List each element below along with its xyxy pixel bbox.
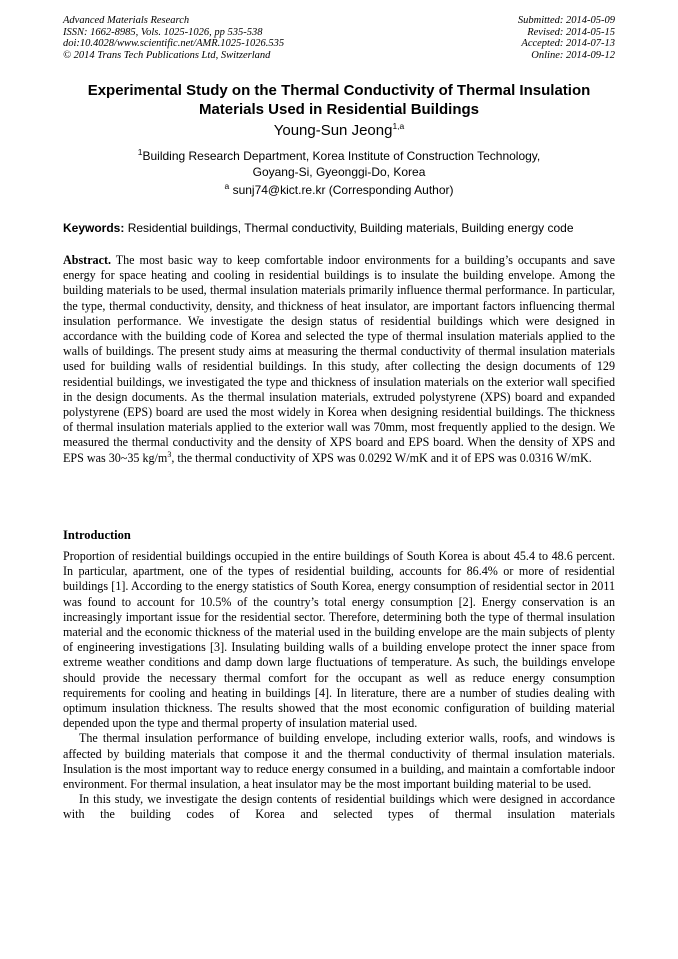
abstract-text-end: , the thermal conductivity of XPS was 0.0292 W/mK and it of EPS was 0.0316 W/mK. [171, 450, 592, 465]
title-line-2: Materials Used in Residential Buildings [198, 100, 480, 118]
author-superscript: 1,a [392, 121, 405, 131]
affiliation-line-2: Goyang-Si, Gyeonggi-Do, Korea [252, 165, 426, 179]
revised-date: Revised: 2014-05-15 [527, 26, 615, 38]
journal-header [63, 15, 284, 61]
online-date: Online: 2014-09-12 [531, 49, 615, 61]
abstract [63, 253, 615, 466]
introduction-body [63, 549, 615, 823]
title-line-1: Experimental Study on the Thermal Conductivity of Thermal Insulation [87, 82, 591, 99]
keywords-label: Keywords: [63, 221, 125, 235]
intro-paragraph-3: In this study, we investigate the design contents of residential buildings which were designed in accordance with the building codes of Korea and selected types of thermal insulation materials [63, 792, 615, 822]
submitted-date: Submitted: 2014-05-09 [517, 15, 615, 26]
keywords [63, 220, 623, 236]
affiliation-line-1: Building Research Department, Korea Institute of Construction Technology, [142, 149, 541, 163]
email-text: sunj74@kict.re.kr (Corresponding Author) [232, 183, 454, 197]
author [40, 122, 638, 140]
accepted-date: Accepted: 2014-07-13 [521, 38, 615, 49]
intro-paragraph-1: Proportion of residential buildings occupied in the entire buildings of South Korea is about 45.4 to 48.6 percent. In particular, apartment, one of the types of residential building, accounts for 86.4% or more of residential buildings [1]. According to the energy statistics of South Korea, energy consumption of residential sector in 2011 was found to account for 10.5% of the country’s total energy consumption [2]. Energy conservation is an increasingly important issue for the residential sector. Therefore, determining both the type of thermal insulation material and the economic thickness of the material used in the building envelope are the main subjects of plenty of engineering investigations [3]. Insulating building walls of a building envelope protect the inner space from extreme weather conditions and damp down large fluctuations of temperature. As such, the buildings envelope should provide the necessary thermal comfort for the occupant as well as reduce energy consumption requirements for cooling and heating in buildings [4]. In literature, there are a number of studies dealing with optimum insulation thickness. The results showed that the most economic configuration of building material depended upon the type and thermal property of insulation material used. [63, 549, 615, 731]
issn-line: ISSN: 1662-8985, Vols. 1025-1026, pp 535-538 [63, 26, 263, 38]
intro-paragraph-2: The thermal insulation performance of building envelope, including exterior walls, roofs, and windows is affected by building materials that compose it and the thermal conductivity of thermal insulation materials. Insulation is the most important way to reduce energy consumed in a building, and maintain a comfortable indoor environment. For thermal insulation, a heat insulator may be the most important building material to be used. [63, 731, 615, 792]
abstract-label: Abstract. [63, 253, 112, 267]
author-email [40, 182, 638, 198]
copyright-line: © 2014 Trans Tech Publications Ltd, Switzerland [63, 49, 271, 61]
author-name: Young-Sun Jeong [273, 122, 393, 139]
abstract-superscript: 3 [167, 449, 172, 459]
introduction-heading: Introduction [63, 528, 131, 542]
journal-name: Advanced Materials Research [63, 15, 190, 26]
paper-title [50, 82, 628, 119]
affiliation-superscript: 1 [137, 147, 143, 157]
affiliation [40, 148, 638, 180]
email-superscript: a [224, 181, 230, 191]
doi-line: doi:10.4028/www.scientific.net/AMR.1025-1026.535 [63, 38, 285, 49]
abstract-text: The most basic way to keep comfortable indoor environments for a building’s occupants and save energy for space heating and cooling in residential buildings is to insulate the building envelope. Among the building materials to be used, thermal insulation materials primarily influence thermal performance. In particular, the type, thermal conductivity, density, and thickness of heat insulator, are important factors influencing thermal insulation performance. We investigate the design status of residential buildings which were designed in accordance with the building code of Korea and selected the type of thermal insulation materials applied to the walls of buildings. The present study aims at measuring the thermal conductivity of thermal insulation materials used for building walls of residential buildings. In this study, after collecting the design documents of 129 residential buildings, we investigated the type and thickness of insulation materials on the exterior wall specified in the design documents. As the thermal insulation materials, extruded polystyrene (XPS) board and expanded polystyrene (EPS) board are used the most widely in Korea when designing residential buildings. The thickness of thermal insulation materials applied to the exterior wall was 70mm, most frequently applied to the design. We measured the thermal conductivity and the density of XPS board and EPS board. When the density of XPS and EPS was 30~35 kg/m [63, 253, 616, 465]
keywords-text: Residential buildings, Thermal conductivity, Building materials, Building energy code [127, 221, 574, 235]
dates-header [518, 15, 615, 61]
